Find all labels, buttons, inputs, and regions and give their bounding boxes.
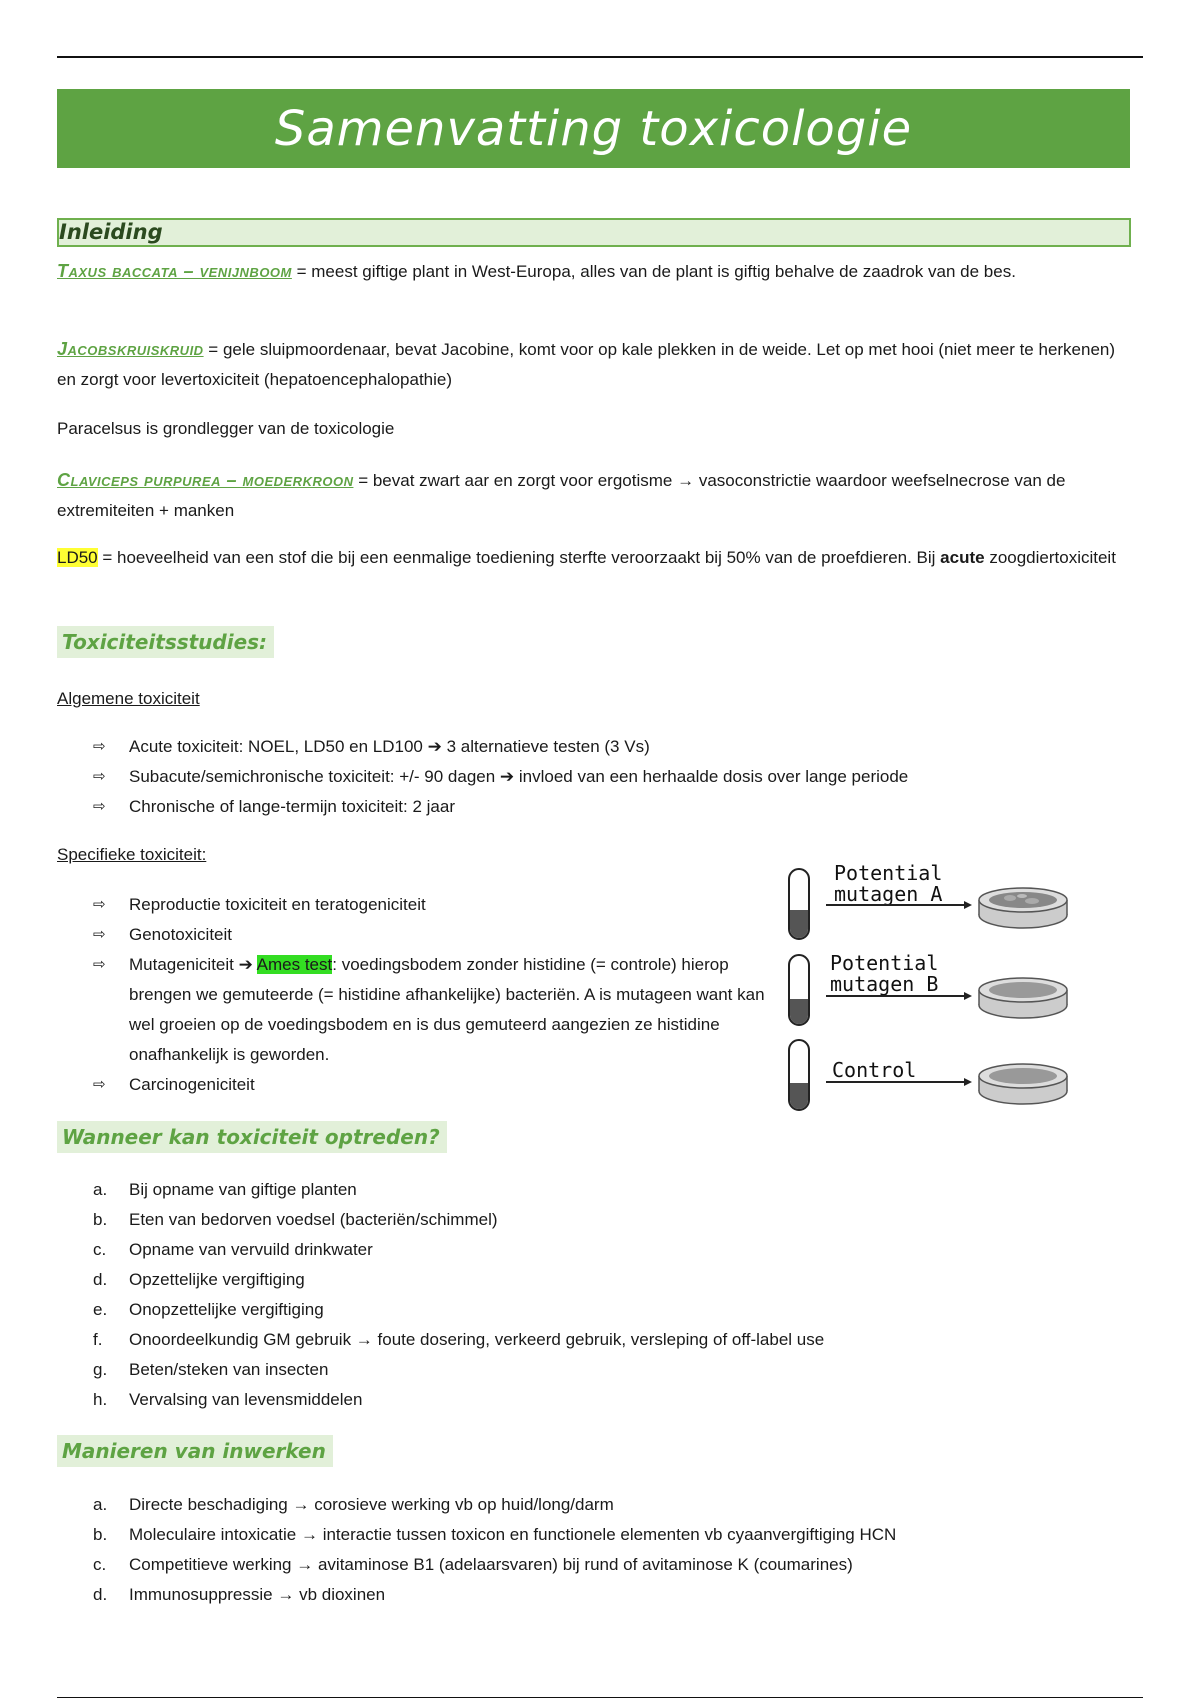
list-letter: a. (93, 1495, 108, 1514)
paragraph-taxus (57, 256, 1137, 287)
specific-toxicity-list (93, 890, 773, 1100)
list-letter: f. (93, 1330, 103, 1349)
list-item: ⇨ Subacute/semichronische toxiciteit: +/- 90 dagen ➔ invloed van een herhaalde dosis over lange periode (93, 762, 908, 792)
arrow-bullet-icon: ⇨ (93, 926, 106, 943)
list-letter: c. (93, 1240, 107, 1259)
document-title: Samenvatting toxicologie (274, 100, 913, 157)
label-specifieke-toxiciteit: Specifieke toxiciteit: (57, 845, 207, 864)
list-letter: d. (93, 1270, 108, 1289)
arrow-bullet-icon: ⇨ (93, 956, 106, 973)
paragraph-claviceps (57, 465, 1137, 526)
ames-test-figure (780, 855, 1080, 1115)
text-ld50-end: zoogdiertoxiciteit (984, 548, 1116, 567)
heading-inleiding: Inleiding (57, 218, 1131, 247)
tube-control (789, 1040, 809, 1110)
text-taxus: = meest giftige plant in West-Europa, alles van de plant is giftig behalve de zaadrok van de bes. (291, 262, 1016, 281)
paragraph-paracelsus: Paracelsus is grondlegger van de toxicologie (57, 419, 395, 438)
list-item-text: Beten/steken van insecten (129, 1360, 329, 1379)
text-ld50: = hoeveelheid van een stof die bij een eenmalige toediening sterfte veroorzaakt bij 50% van de proefdieren. Bij (97, 548, 941, 567)
list-item: ⇨ Genotoxiciteit (93, 920, 773, 950)
list-item-text: Competitieve werking → avitaminose B1 (adelaarsvaren) bij rund of avitaminose K (coumarines) (129, 1555, 853, 1574)
text-jacobskruiskruid: = gele sluipmoordenaar, bevat Jacobine, komt voor op kale plekken in de weide. Let op met hooi (niet meer te herkenen) en zorgt voor levertoxiciteit (hepatoencephalopathie) (57, 340, 1116, 389)
label-mutagen-b-line2: mutagen B (830, 972, 939, 996)
list-item: ⇨ Chronische of lange-termijn toxiciteit: 2 jaar (93, 792, 908, 822)
list-item-text: Eten van bedorven voedsel (bacteriën/schimmel) (129, 1210, 498, 1229)
list-item (93, 1355, 824, 1385)
list-item (93, 1580, 896, 1610)
arrow-bullet-icon: ⇨ (93, 1076, 106, 1093)
arrow-bullet-icon: ⇨ (93, 768, 106, 785)
list-letter: d. (93, 1585, 108, 1604)
list-item-text: Bij opname van giftige planten (129, 1180, 357, 1199)
list-item-text: Immunosuppressie → vb dioxinen (129, 1585, 386, 1604)
text-ld50-bold: acute (940, 548, 985, 567)
tube-b (789, 955, 809, 1025)
term-taxus: Taxus baccata – venijnboom (57, 261, 292, 281)
top-rule (57, 56, 1143, 58)
when-list (93, 1175, 824, 1415)
list-letter: c. (93, 1555, 107, 1574)
bottom-rule (57, 1697, 1143, 1698)
list-item (93, 1235, 824, 1265)
list-item (93, 1295, 824, 1325)
arrow-bullet-icon: ⇨ (93, 738, 106, 755)
list-item-text: Opname van vervuild drinkwater (129, 1240, 373, 1259)
list-item (93, 1520, 896, 1550)
general-toxicity-list (93, 732, 908, 822)
list-item (93, 1550, 896, 1580)
petri-dish-control (979, 1064, 1067, 1104)
list-item (93, 1265, 824, 1295)
term-claviceps: Claviceps purpurea – moederkroon (57, 470, 354, 490)
list-item (93, 1205, 824, 1235)
arrow-bullet-icon: ⇨ (93, 798, 106, 815)
tube-a (789, 869, 809, 939)
heading-toxiciteitsstudies: Toxiciteitsstudies: (57, 626, 274, 658)
list-item-text: Moleculaire intoxicatie → interactie tussen toxicon en functionele elementen vb cyaanvergiftiging HCN (129, 1525, 897, 1544)
list-item (93, 1325, 824, 1355)
list-item: ⇨ Mutageniciteit ➔ Ames test: voedingsbodem zonder histidine (= controle) hierop brengen we gemuteerde (= histidine afhankelijke) bacteriën. A is mutageen want kan wel groeien op de voedingsbodem en is dus gemuteerd aangezien ze histidine onafhankelijk is geworden. (93, 950, 773, 1070)
list-letter: b. (93, 1525, 108, 1544)
list-item (93, 1385, 824, 1415)
label-algemene-toxiciteit: Algemene toxiciteit (57, 689, 200, 708)
list-item-text: Directe beschadiging → corosieve werking vb op huid/long/darm (129, 1495, 614, 1514)
list-item (93, 1490, 896, 1520)
list-item (93, 1175, 824, 1205)
label-mutagen-a-line1: Potential (834, 861, 943, 885)
list-letter: b. (93, 1210, 108, 1229)
heading-wanneer: Wanneer kan toxiciteit optreden? (57, 1121, 447, 1153)
list-item: ⇨ Acute toxiciteit: NOEL, LD50 en LD100 ➔ 3 alternatieve testen (3 Vs) (93, 732, 908, 762)
paragraph-jacobskruiskruid (57, 334, 1137, 395)
petri-dish-b (979, 978, 1067, 1018)
label-mutagen-a-line2: mutagen A (834, 882, 943, 906)
petri-dish-a (979, 888, 1067, 928)
title-banner (57, 89, 1130, 168)
label-control: Control (832, 1058, 917, 1082)
list-item-text: Vervalsing van levensmiddelen (129, 1390, 363, 1409)
label-mutagen-b-line1: Potential (830, 951, 939, 975)
highlight-ames-test: Ames test (256, 955, 333, 974)
text-claviceps: = bevat zwart aar en zorgt voor ergotisme → vasoconstrictie waardoor weefselnecrose van de extremiteiten + manken (57, 471, 1066, 520)
list-item-text: Opzettelijke vergiftiging (129, 1270, 305, 1289)
list-item: ⇨ Carcinogeniciteit (93, 1070, 773, 1100)
list-letter: a. (93, 1180, 108, 1199)
list-letter: e. (93, 1300, 108, 1319)
list-item-text: Onopzettelijke vergiftiging (129, 1300, 324, 1319)
list-letter: g. (93, 1360, 108, 1379)
term-ld50: LD50 (57, 548, 98, 567)
heading-manieren: Manieren van inwerken (57, 1435, 333, 1467)
list-letter: h. (93, 1390, 108, 1409)
list-item-text: Onoordeelkundig GM gebruik → foute dosering, verkeerd gebruik, versleping of off-label use (129, 1330, 825, 1349)
paragraph-ld50 (57, 543, 1137, 573)
arrow-bullet-icon: ⇨ (93, 896, 106, 913)
term-jacobskruiskruid: Jacobskruiskruid (57, 339, 204, 359)
ways-list (93, 1490, 896, 1610)
list-item: ⇨ Reproductie toxiciteit en teratogeniciteit (93, 890, 773, 920)
